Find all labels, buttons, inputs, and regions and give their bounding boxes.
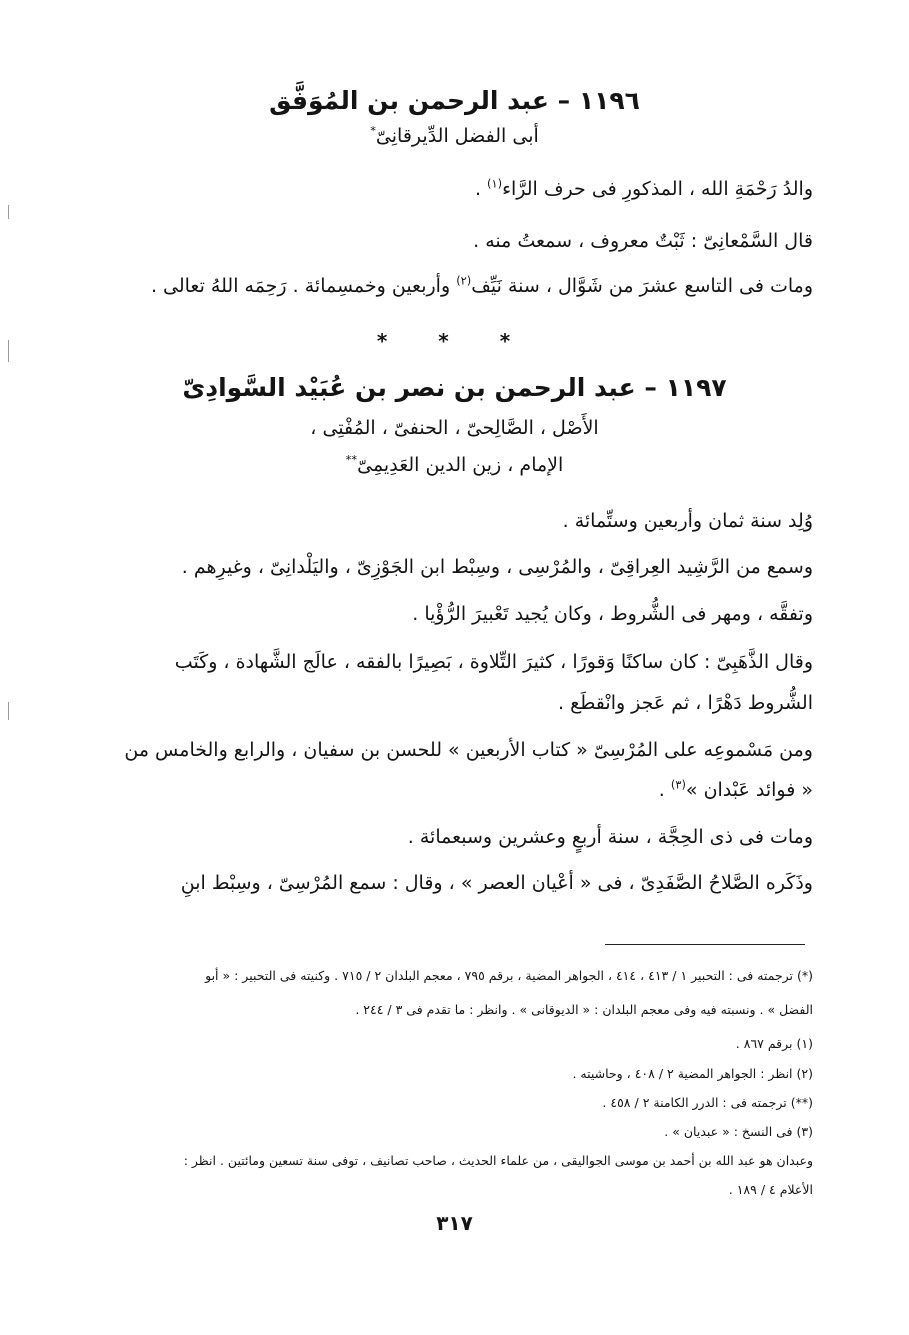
footnote-2: (٢) انظر : الجواهر المضية ٢ / ٤٠٨ ، وحاشيته .: [572, 1066, 813, 1081]
footnote-star-line-1: (*) ترجمته فى : التحبير ١ / ٤١٣ ، ٤١٤ ، الجواهر المضية ، برقم ٧٩٥ ، معجم البلدان ٢ / ٧١٥ . وكنيته فى التحبير : « أبو: [205, 968, 813, 983]
entry-1197-para-4-line-1: وقال الذَّهَبِىّ : كان ساكنًا وَقورًا ، كثيرَ التِّلاوة ، بَصِيرًا بالفقه ، عالَج الشَّهادة ، وكَتَب: [174, 651, 813, 673]
footnote-3: (٣) فى النسخ : « عبديان » .: [664, 1124, 813, 1139]
entry-1197-para-5-line-1: ومن مَسْموعِه على المُرْسِىّ « كتاب الأربعين » للحسن بن سفيان ، والرابع والخامس من: [124, 739, 813, 761]
footnote-1: (١) برقم ٨٦٧ .: [735, 1036, 813, 1051]
entry-1196-heading: ١١٩٦ – عبد الرحمن بن المُوَفَّق: [269, 86, 640, 115]
entry-1196-line-3: ومات فى التاسع عشرَ من شَوَّال ، سنة نَيِّف$^{(٢)}$ وأربعين وخمسِمائة . رَحِمَه اللهُ تعالى .: [150, 273, 813, 297]
footnote-ref: (٣): [670, 777, 686, 792]
footnote-ref: (٢): [456, 273, 472, 288]
entry-1197-para-1: وُلِد سنة ثمان وأربعين وستِّمائة .: [562, 510, 813, 532]
entry-1196-subtitle: أبى الفضل الدِّيرقانِىّ*: [370, 123, 539, 147]
entry-1197-para-5-line-2: « فوائد عَبْدان »$^{(٣)}$ .: [658, 777, 813, 801]
entry-1197-para-7: وذَكَره الصَّلاحُ الصَّفَدِىّ ، فى « أعْيان العصر » ، وقال : سمع المُرْسِىّ ، وسِبْط ابنِ: [180, 872, 813, 894]
scan-edge-mark: [8, 702, 9, 720]
footnote-3-continued-2: الأعلام ٤ / ١٨٩ .: [728, 1182, 813, 1197]
footnote-mark: **: [345, 452, 358, 467]
footnote-star-line-2: الفضل » . ونسبته فيه وفى معجم البلدان : « الديوقانى » . وانظر : ما تقدم فى ٣ / ٢٤٤ .: [355, 1002, 813, 1017]
footnote-3-continued-1: وعبدان هو عبد الله بن أحمد بن موسى الجواليقى ، من علماء الحديث ، صاحب تصانيف ، توفى سنة تسعين ومائتين . انظر :: [183, 1153, 813, 1168]
entry-1197-para-3: وتفقَّه ، ومهر فى الشُّروط ، وكان يُجيد تَعْبيرَ الرُّؤْيا .: [412, 603, 813, 625]
footnote-mark: *: [370, 123, 376, 138]
section-separator: * * *: [376, 329, 533, 353]
entry-1197-para-6: ومات فى ذى الحِجَّة ، سنة أربعٍ وعشرين وسبعمائة .: [407, 826, 813, 848]
footnote-double-star: (**) ترجمته فى : الدرر الكامنة ٢ / ٤٥٨ .: [602, 1095, 813, 1110]
entry-1196-line-2: قال السَّمْعانِىّ : ثَبْتٌ معروف ، سمعتُ منه .: [473, 230, 813, 252]
scan-edge-mark: [8, 205, 9, 219]
entry-1197-subtitle-2: الإمام ، زين الدين العَدِيمِىّ**: [345, 452, 564, 476]
entry-1197-heading: ١١٩٧ – عبد الرحمن بن نصر بن عُبَيْد السَّوادِىّ: [182, 373, 727, 402]
entry-1197-subtitle-1: الأَصْل ، الصَّالِحىّ ، الحنفىّ ، المُفْتِى ،: [310, 417, 599, 439]
page-number: ٣١٧: [436, 1211, 473, 1235]
entry-1197-para-4-line-2: الشُّروط دَهْرًا ، ثم عَجز وانْقطَع .: [558, 692, 813, 714]
entry-1196-line-1: والدُ رَحْمَةِ الله ، المذكورِ فى حرف الرَّاء$^{(١)}$ .: [474, 176, 813, 200]
footnote-divider: [605, 944, 805, 945]
footnote-ref: (١): [487, 176, 503, 191]
entry-1197-para-2: وسمع من الرَّشِيد العِراقِىّ ، والمُرْسِى ، وسِبْط ابن الجَوْزِىّ ، واليَلْدانِىّ ، وغيرِهم .: [181, 556, 813, 578]
